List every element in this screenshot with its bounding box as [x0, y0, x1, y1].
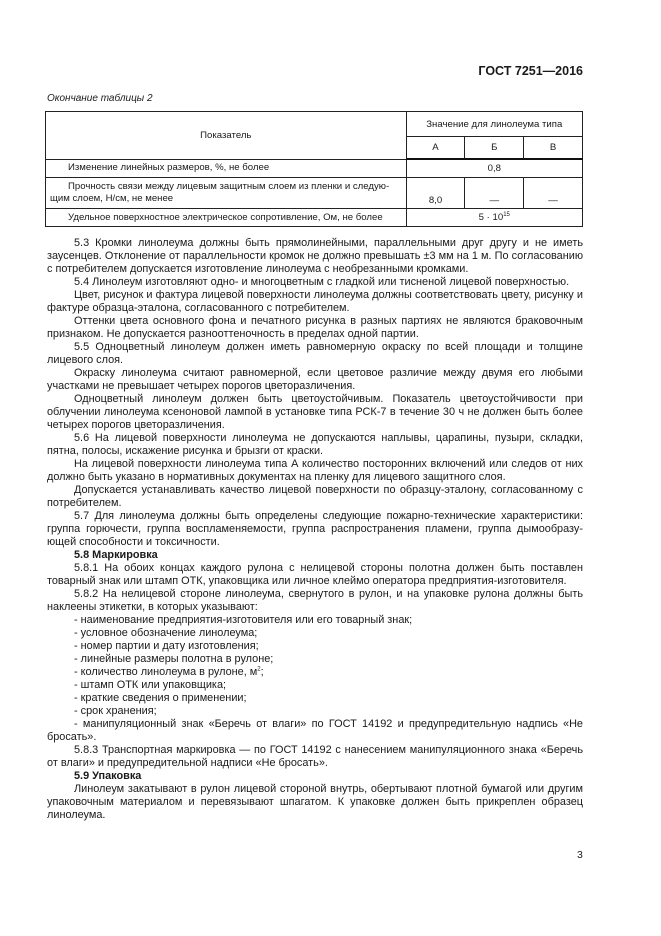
- table-row: [46, 159, 583, 178]
- column-header-type-b: Б: [465, 137, 524, 160]
- specification-table: [45, 111, 583, 227]
- paragraph-5-4: 5.4 Линолеум изготовляют одно- и многоцветным с гладкой или тисненой лицевой поверхностью.: [74, 276, 570, 288]
- row-value: 0,8: [406, 159, 582, 178]
- row-name: Прочность связи между лицевым защитным слоем из пленки и следую-щим слоем, Н/см, не менее: [46, 178, 407, 209]
- table-caption: Окончание таблицы 2: [47, 93, 153, 104]
- paragraph: Цвет, рисунок и фактура лицевой поверхности линолеума должны соответствовать цвету, рисунку и фактуре образца-эталона, согласованного с потребителем.: [47, 289, 583, 314]
- table-row: [46, 178, 583, 209]
- column-header-indicator: Показатель: [46, 112, 407, 160]
- page-number: 3: [577, 849, 583, 861]
- superscript: 2: [257, 666, 261, 673]
- row-value-b: —: [465, 178, 524, 209]
- document-code: ГОСТ 7251—2016: [478, 64, 583, 78]
- list-item-tail: ;: [260, 666, 264, 678]
- table-header-row: [46, 112, 583, 137]
- list-item-text: - количество линолеума в рулоне, м: [74, 666, 258, 678]
- row-value-v: —: [524, 178, 583, 209]
- list-item: - наименование предприятия-изготовителя или его товарный знак;: [74, 614, 413, 626]
- row-value: [406, 209, 582, 227]
- row-name: Удельное поверхностное электрическое сопротивление, Ом, не более: [46, 209, 407, 227]
- body-text: [47, 237, 583, 822]
- paragraph-5-3: 5.3 Кромки линолеума должны быть прямолинейными, параллельными друг другу и не иметь заусенцев. Отклонение от параллельности кромок не должно превышать ±3 мм на 1 м. По согласованию с потребителем допускается изготовление линолеума с необрезанными кромками.: [47, 237, 583, 275]
- value-exponent: 15: [503, 211, 510, 218]
- row-value-a: 8,0: [406, 178, 465, 209]
- paragraph-5-8-1: 5.8.1 На обоих концах каждого рулона с нелицевой стороны полотна должен быть поставлен товарный знак или штамп ОТК, упаковщика или личное клеймо оператора предприятия-изготовителя.: [47, 562, 583, 587]
- section-heading-marking: 5.8 Маркировка: [74, 549, 158, 561]
- paragraph-5-9: Линолеум закатывают в рулон лицевой стороной внутрь, обертывают плотной бумагой или другим упаковочным материалом и перевязывают шпагатом. К упаковке должен быть прикреплен образец линолеума.: [47, 783, 583, 821]
- list-item: [47, 666, 583, 679]
- list-item: - штамп ОТК или упаковщика;: [74, 679, 227, 691]
- column-header-group: Значение для линолеума типа: [406, 112, 582, 137]
- section-heading-packaging: 5.9 Упаковка: [74, 770, 142, 782]
- list-item: - линейные размеры полотна в рулоне;: [74, 653, 274, 665]
- paragraph: На лицевой поверхности линолеума типа А количество посторонних включений или следов от них должно быть указано в нормативных документах на пленку для лицевого защитного слоя.: [47, 458, 583, 483]
- list-item: - срок хранения;: [74, 705, 157, 717]
- row-name: Изменение линейных размеров, %, не более: [46, 159, 407, 178]
- paragraph-5-8-3: 5.8.3 Транспортная маркировка — по ГОСТ 14192 с нанесением манипуляционного знака «Беречь от влаги» и предупредительной надписи «Не бросать».: [47, 744, 583, 769]
- paragraph: Одноцветный линолеум должен быть цветоустойчивым. Показатель цветоустойчивости при облучении линолеума ксеноновой лампой в установке типа РСК-7 в течение 30 ч не должен быть более четырех порогов цветоразличения.: [47, 393, 583, 431]
- table-row: [46, 209, 583, 227]
- paragraph: Допускается устанавливать качество лицевой поверхности по образцу-эталону, согласованному с потребителем.: [47, 484, 583, 509]
- list-item: - краткие сведения о применении;: [74, 692, 247, 704]
- paragraph: Окраску линолеума считают равномерной, если цветовое различие между двумя его любыми участками не превышает четырех порогов цветоразличения.: [47, 367, 583, 392]
- paragraph-5-6: 5.6 На лицевой поверхности линолеума не допускаются наплывы, царапины, пузыри, складки, пятна, полосы, искажение рисунка и брызги от краски.: [47, 432, 583, 457]
- list-item: - манипуляционный знак «Беречь от влаги» по ГОСТ 14192 и предупредительную надпись «Не бросать».: [47, 718, 583, 743]
- paragraph-5-7: 5.7 Для линолеума должны быть определены следующие пожарно-технические характеристики: группа горючести, группа воспламеняемости, группа распространения пламени, группа дымообразу-ющей способности и токсичности.: [47, 510, 583, 548]
- column-header-type-v: В: [524, 137, 583, 160]
- list-item: - номер партии и дату изготовления;: [74, 640, 259, 652]
- paragraph-5-5: 5.5 Одноцветный линолеум должен иметь равномерную окраску по всей площади и толщине лицевого слоя.: [47, 341, 583, 366]
- value-base: 5 · 10: [478, 212, 504, 223]
- paragraph-5-8-2: 5.8.2 На нелицевой стороне линолеума, свернутого в рулон, и на упаковке рулона должны быть наклеены этикетки, в которых указывают:: [47, 588, 583, 613]
- paragraph: Оттенки цвета основного фона и печатного рисунка в разных партиях не являются браковочным признаком. Не допускается разнооттеночность в пределах одной партии.: [47, 315, 583, 340]
- column-header-type-a: А: [406, 137, 465, 160]
- list-item: - условное обозначение линолеума;: [74, 627, 258, 639]
